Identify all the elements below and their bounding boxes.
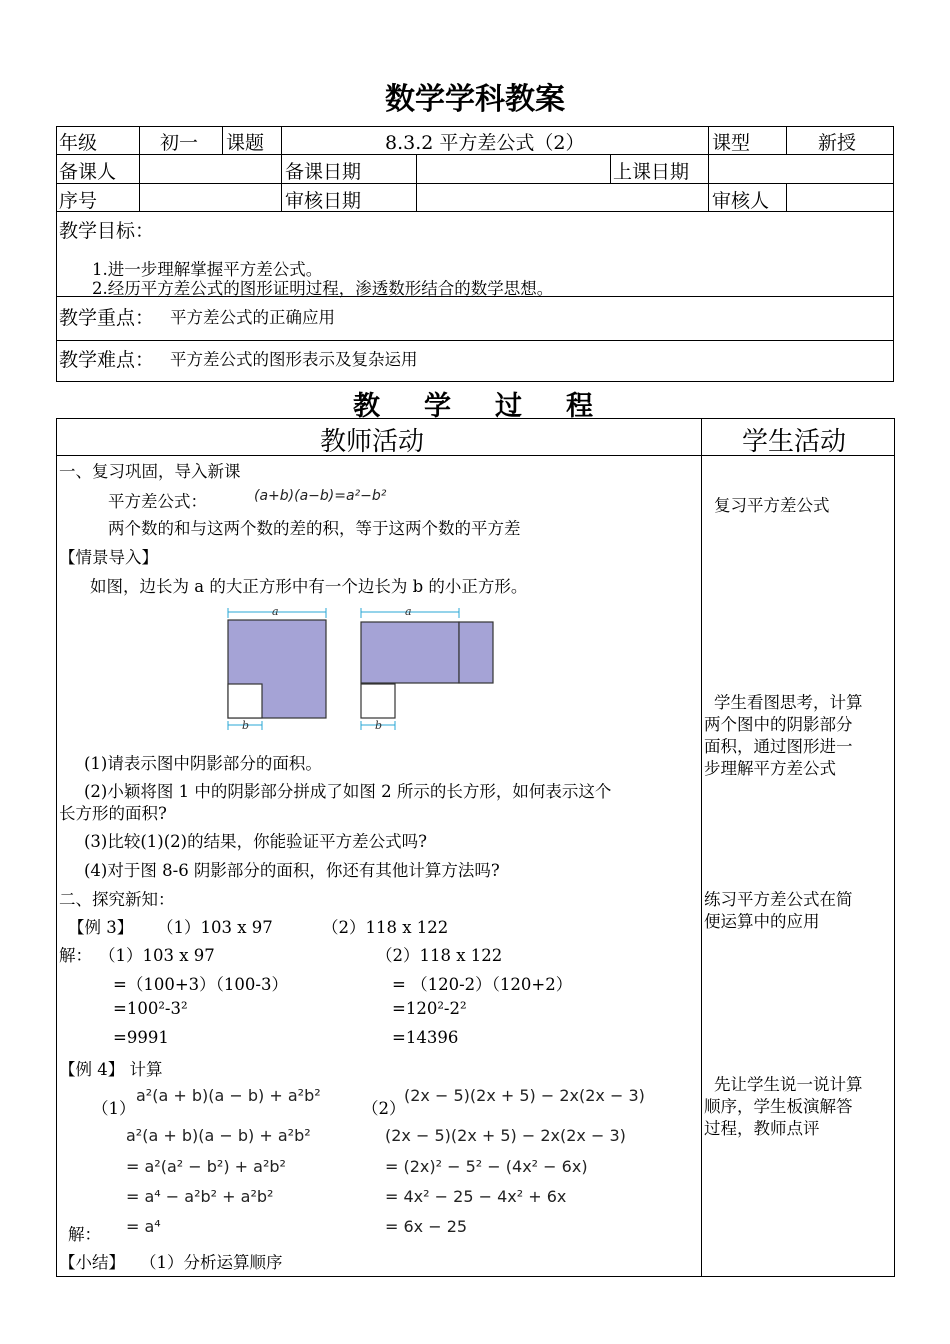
question-1: (1)请表示图中阴影部分的面积。 [84,754,322,773]
small-square [228,684,262,718]
ex4-a2-line: (2x − 5)(2x + 5) − 2x(2x − 3) [385,1126,626,1145]
label-b: b [242,719,250,732]
summary-text: （1）分析运算顺序 [140,1253,283,1272]
grade-label: 年级 [59,132,98,154]
student-activity-2-line: 学生看图思考，计算 [714,693,863,712]
student-activity-2-line: 面积，通过图形进一 [704,737,853,756]
label-a-2: a [405,605,412,618]
label-b-2: b [375,719,383,732]
page-title: 数学学科教案 [385,82,565,117]
label-a: a [272,605,279,618]
ex4-q1: a²(a + b)(a − b) + a²b² [136,1086,321,1105]
figure-1 [228,605,326,732]
question-3: (3)比较(1)(2)的结果，你能验证平方差公式吗? [84,832,427,851]
difficulty-label: 教学难点： [59,349,155,371]
topic-label: 课题 [226,132,265,154]
small-square-2 [361,684,395,718]
ex4-a1-line: = a²(a² − b²) + a²b² [126,1157,286,1176]
ex4-a2-line: = 6x − 25 [385,1217,468,1236]
ex3-a1-line: =100²-3² [113,999,188,1018]
section1-title: 一、复习巩固，导入新课 [59,462,241,481]
ex4-a1-line: = a⁴ − a²b² + a²b² [126,1187,274,1206]
question-4: (4)对于图 8-6 阴影部分的面积，你还有其他计算方法吗? [84,861,500,880]
ex4-num-2: （2） [362,1099,406,1118]
formula-label: 平方差公式： [108,492,207,511]
focus-value: 平方差公式的正确应用 [170,308,335,327]
type-label: 课型 [712,132,751,154]
seq-label: 序号 [59,190,98,212]
grade-value: 初一 [160,132,199,154]
ex3-a1-line: =9991 [113,1028,169,1047]
type-value: 新授 [818,132,857,154]
objectives-label: 教学目标： [59,220,155,242]
process-title: 教学过程 [353,391,637,422]
summary-label: 【小结】 [59,1253,125,1272]
figure-2 [361,605,493,732]
solution-label-2: 解： [68,1225,101,1244]
focus-label: 教学重点： [59,307,155,329]
ex4-a1-line: a²(a + b)(a − b) + a²b² [126,1126,311,1145]
ex3-a1-line: =（100+3）（100-3） [113,975,288,994]
example3-label: 【例 3】 [68,918,134,937]
ex3-a2-line: =14396 [392,1028,459,1047]
topic-value: 8.3.2 平方差公式（2） [385,132,585,154]
ex4-a1-line: = a⁴ [126,1217,161,1236]
rectangle-piece [459,622,493,683]
difficulty-value: 平方差公式的图形表示及复杂运用 [170,350,418,369]
ex4-num-1: （1） [92,1099,136,1118]
objective-item: 1.进一步理解掌握平方差公式。 [92,260,323,279]
student-activity-3-line: 便运算中的应用 [704,912,820,931]
question-2-cont: 长方形的面积? [59,804,167,823]
square-figure [222,604,502,732]
reviewer-label: 审核人 [712,190,770,212]
rectangle-shaded [361,622,459,683]
student-activity-2-line: 步理解平方差公式 [704,759,836,778]
ex3-a2-line: = （120-2）（120+2） [392,975,573,994]
scene-label: 【情景导入】 [59,548,158,567]
prep-date-label: 备课日期 [285,161,362,183]
ex3-a2-line: （2）118 x 122 [376,946,503,965]
student-activity-4-line: 先让学生说一说计算 [714,1075,863,1094]
student-column-header: 学生活动 [742,427,847,457]
ex3-a2-line: =120²-2² [392,999,467,1018]
student-activity-3-line: 练习平方差公式在简 [704,890,853,909]
student-activity-1: 复习平方差公式 [714,496,830,515]
ex4-a2-line: = (2x)² − 5² − (4x² − 6x) [385,1157,588,1176]
student-activity-4-line: 过程，教师点评 [704,1119,820,1138]
ex4-a2-line: = 4x² − 25 − 4x² + 6x [385,1187,567,1206]
ex3-a1-line: （1）103 x 97 [99,946,215,965]
ex4-q2: (2x − 5)(2x + 5) − 2x(2x − 3) [404,1086,645,1105]
objective-item: 2.经历平方差公式的图形证明过程，渗透数形结合的数学思想。 [92,279,554,298]
section2-title: 二、探究新知： [59,890,175,909]
preparer-label: 备课人 [59,161,117,183]
scene-text: 如图，边长为 a 的大正方形中有一个边长为 b 的小正方形。 [90,577,528,596]
example4-label: 【例 4】 计算 [59,1060,163,1079]
review-date-label: 审核日期 [285,190,362,212]
solution-label: 解： [59,946,92,965]
example3-q2: （2）118 x 122 [322,918,449,937]
formula: (a+b)(a−b)=a²−b² [254,488,387,504]
question-2: (2)小颖将图 1 中的阴影部分拼成了如图 2 所示的长方形，如何表示这个 [84,782,612,801]
student-activity-4-line: 顺序，学生板演解答 [704,1097,853,1116]
class-date-label: 上课日期 [613,161,690,183]
student-activity-2-line: 两个图中的阴影部分 [704,715,853,734]
formula-text: 两个数的和与这两个数的差的积，等于这两个数的平方差 [108,519,521,538]
teacher-column-header: 教师活动 [320,427,425,457]
example3-q1: （1）103 x 97 [157,918,273,937]
